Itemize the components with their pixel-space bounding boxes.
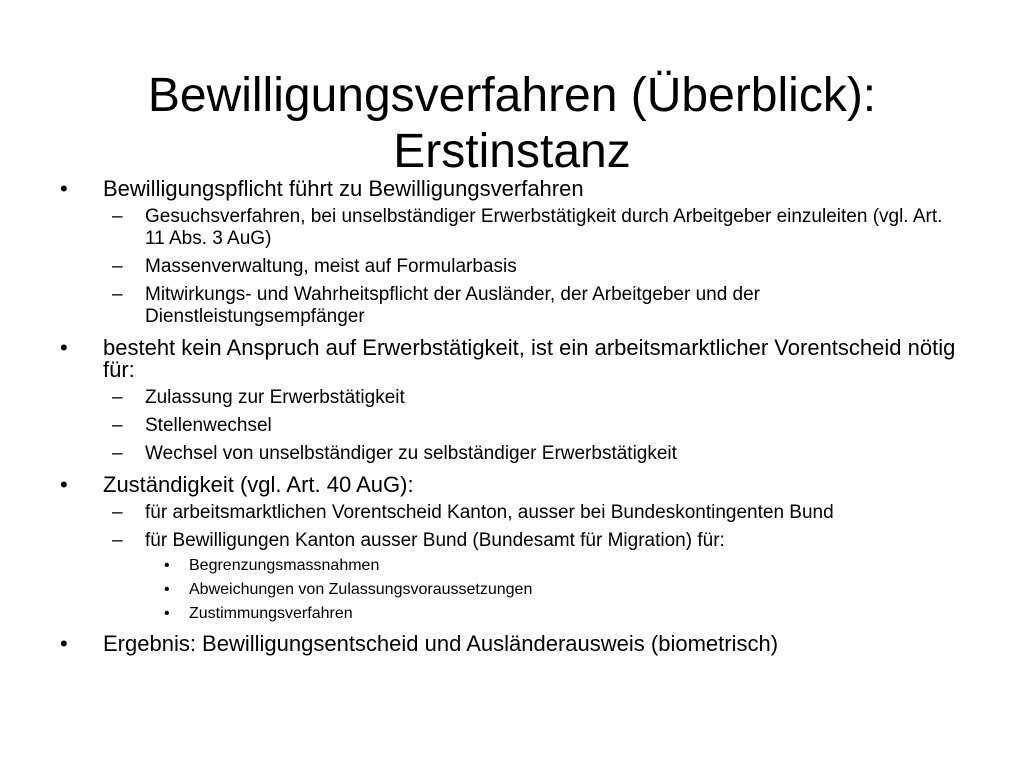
bullet-marker: • [60, 472, 68, 497]
slide-title-line-2: Erstinstanz [393, 125, 631, 179]
bullet-item [60, 474, 960, 496]
small-bullet-marker: • [164, 581, 170, 598]
dash-marker: – [112, 415, 123, 436]
sub-sub-bullet-text: Begrenzungsmassnahmen [189, 557, 380, 574]
sub-bullet-item [60, 443, 960, 465]
bullet-text: Zuständigkeit (vgl. Art. 40 AuG): [103, 472, 414, 497]
bullet-marker: • [60, 631, 68, 656]
sub-bullet-text: Mitwirkungs- und Wahrheitspflicht der Ausländer, der Arbeitgeber und der Dienstleistungsempfänger [145, 284, 761, 327]
sub-sub-bullet-text: Abweichungen von Zulassungsvoraussetzungen [189, 581, 533, 598]
dash-marker: – [112, 387, 123, 408]
sub-sub-bullet-item [60, 604, 960, 624]
dash-marker: – [112, 206, 123, 227]
bullet-item [60, 633, 960, 655]
dash-marker: – [112, 256, 123, 277]
dash-marker: – [112, 502, 123, 523]
slide-title [40, 68, 984, 180]
sub-bullet-item [60, 415, 960, 437]
sub-bullet-text: Stellenwechsel [145, 415, 272, 436]
bullet-text: besteht kein Anspruch auf Erwerbstätigkeit, ist ein arbeitsmarktlicher Vorentscheid nötig für: [103, 335, 956, 382]
bullet-marker: • [60, 335, 68, 360]
sub-bullet-text: Wechsel von unselbständiger zu selbständiger Erwerbstätigkeit [145, 443, 677, 464]
slide-title-line-1: Bewilligungsverfahren (Überblick): [147, 69, 877, 123]
bullet-marker: • [60, 176, 68, 201]
sub-bullet-item [60, 530, 960, 552]
sub-sub-bullet-item [60, 556, 960, 576]
bullet-text: Ergebnis: Bewilligungsentscheid und Ausländerausweis (biometrisch) [103, 631, 779, 656]
bullet-item [60, 178, 960, 200]
sub-bullet-text: für arbeitsmarktlichen Vorentscheid Kanton, ausser bei Bundeskontingenten Bund [145, 502, 834, 523]
sub-bullet-item [60, 387, 960, 409]
sub-bullet-text: Gesuchsverfahren, bei unselbständiger Erwerbstätigkeit durch Arbeitgeber einzuleiten (vgl. Art. 11 Abs. 3 AuG) [145, 206, 943, 249]
small-bullet-marker: • [164, 557, 170, 574]
bullet-text: Bewilligungspflicht führt zu Bewilligungsverfahren [103, 176, 584, 201]
sub-bullet-item [60, 284, 960, 328]
sub-bullet-item [60, 206, 960, 250]
sub-bullet-text: Massenverwaltung, meist auf Formularbasis [145, 256, 517, 277]
dash-marker: – [112, 443, 123, 464]
sub-bullet-item [60, 256, 960, 278]
dash-marker: – [112, 530, 123, 551]
bullet-list [60, 178, 960, 655]
sub-sub-bullet-text: Zustimmungsverfahren [189, 605, 353, 622]
dash-marker: – [112, 284, 123, 305]
bullet-item [60, 337, 960, 381]
small-bullet-marker: • [164, 605, 170, 622]
sub-sub-bullet-item [60, 580, 960, 600]
sub-bullet-text: Zulassung zur Erwerbstätigkeit [145, 387, 405, 408]
sub-bullet-item [60, 502, 960, 524]
sub-bullet-text: für Bewilligungen Kanton ausser Bund (Bundesamt für Migration) für: [145, 530, 725, 551]
